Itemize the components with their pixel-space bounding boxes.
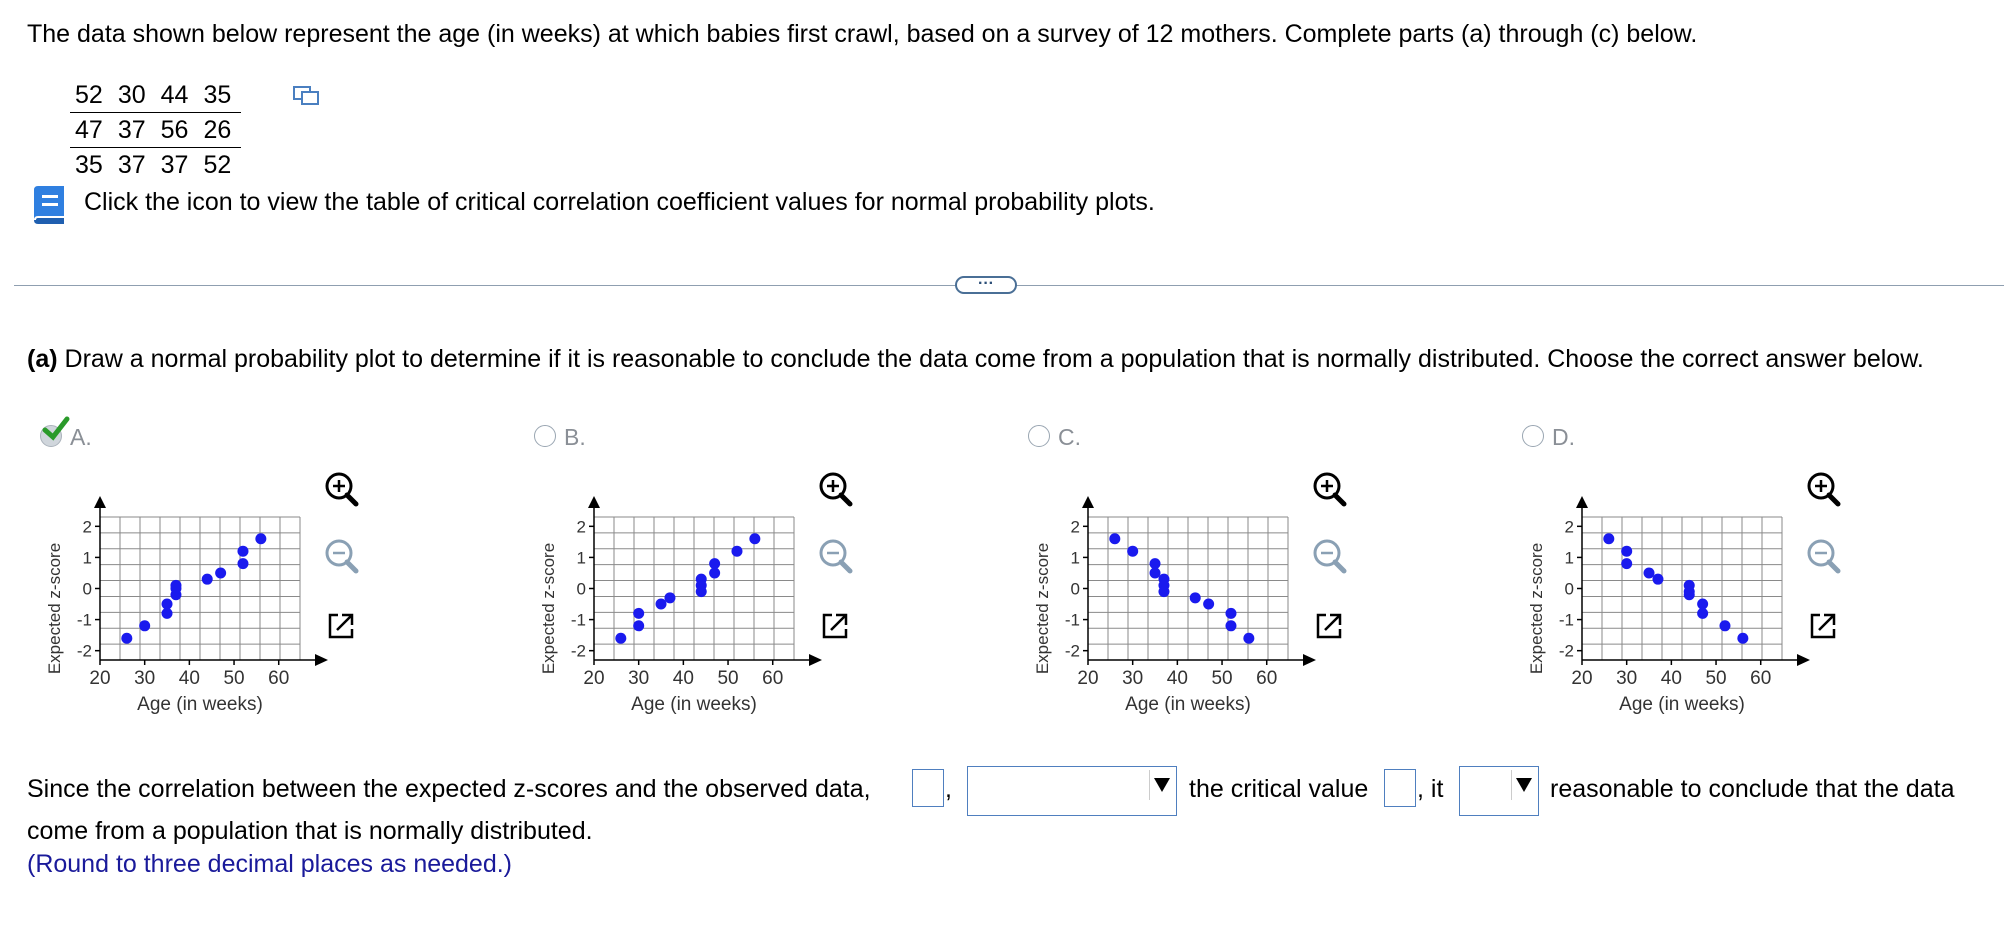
data-point — [1603, 533, 1614, 544]
x-tick-label: 60 — [762, 668, 784, 689]
y-tick-label: -1 — [1064, 610, 1080, 630]
data-point — [1719, 620, 1730, 631]
data-point — [162, 599, 173, 610]
x-tick-label: 60 — [1750, 668, 1772, 689]
x-tick-label: 60 — [268, 668, 290, 689]
data-point — [1684, 589, 1695, 600]
option-a — [30, 422, 510, 722]
option-b-radio[interactable] — [534, 425, 556, 447]
y-tick-label: 2 — [1070, 517, 1080, 537]
dropdown-arrow-icon — [1511, 770, 1536, 800]
x-tick-label: 20 — [1571, 668, 1593, 689]
data-point — [1190, 592, 1201, 603]
data-point — [1225, 608, 1236, 619]
problem-intro: The data shown below represent the age (in weeks) at which babies first crawl, based on a survey of 12 mothers. Complete parts (a) through (c) below. — [27, 20, 1698, 48]
answer-sentence: Since the correlation between the expected z-scores and the observed data, , the critical value , it reasonable to conclude that the data — [27, 775, 2014, 815]
data-point — [1644, 567, 1655, 578]
y-tick-label: 0 — [1070, 579, 1080, 599]
zoom-out-icon[interactable] — [1804, 537, 1842, 575]
critical-value-input[interactable] — [1384, 769, 1416, 807]
x-axis-arrow-icon — [809, 654, 822, 666]
conclusion-dropdown[interactable] — [1459, 766, 1539, 816]
dropdown-arrow-icon — [1149, 770, 1174, 800]
x-axis-label: Age (in weeks) — [1125, 694, 1251, 715]
data-point — [749, 533, 760, 544]
x-tick-label: 40 — [178, 668, 200, 689]
y-axis-arrow-icon — [94, 496, 106, 508]
data-point — [731, 546, 742, 557]
y-tick-label: -2 — [76, 641, 92, 661]
data-point — [202, 574, 213, 585]
x-tick-label: 40 — [672, 668, 694, 689]
table-row: 52 30 44 35 — [75, 80, 232, 109]
x-tick-label: 20 — [89, 668, 111, 689]
option-letter: A. — [70, 424, 92, 450]
x-axis-label: Age (in weeks) — [1619, 694, 1745, 715]
part-a-question: (a) Draw a normal probability plot to determine if it is reasonable to conclude the data come from a population that is normally distributed. Choose the correct answer below. — [27, 345, 1924, 373]
data-point — [1652, 574, 1663, 585]
x-tick-label: 30 — [628, 668, 650, 689]
popout-icon[interactable] — [816, 607, 854, 645]
correlation-input[interactable] — [912, 769, 944, 807]
y-tick-label: 0 — [82, 579, 92, 599]
normal-probability-plot — [1018, 482, 1318, 722]
x-axis-label: Age (in weeks) — [631, 694, 757, 715]
y-tick-label: 1 — [82, 548, 92, 568]
checkmark-icon — [42, 416, 70, 442]
data-point — [1621, 546, 1632, 557]
y-tick-label: -1 — [570, 610, 586, 630]
data-point — [1150, 567, 1161, 578]
rounding-hint: (Round to three decimal places as needed.) — [27, 850, 513, 878]
y-tick-label: -2 — [1064, 641, 1080, 661]
x-tick-label: 30 — [1122, 668, 1144, 689]
data-point — [1109, 533, 1120, 544]
data-point — [696, 574, 707, 585]
y-tick-label: 1 — [576, 548, 586, 568]
copy-icon[interactable] — [293, 84, 321, 106]
y-axis-arrow-icon — [588, 496, 600, 508]
more-button[interactable]: ··· — [955, 276, 1017, 294]
option-c — [1018, 422, 1498, 722]
x-tick-label: 40 — [1166, 668, 1188, 689]
x-tick-label: 50 — [1705, 668, 1727, 689]
y-tick-label: -1 — [1558, 610, 1574, 630]
y-tick-label: 2 — [576, 517, 586, 537]
x-tick-label: 50 — [1211, 668, 1233, 689]
data-point — [139, 620, 150, 631]
data-point — [709, 558, 720, 569]
y-tick-label: 1 — [1070, 548, 1080, 568]
x-tick-label: 20 — [1077, 668, 1099, 689]
data-point — [1737, 633, 1748, 644]
zoom-in-icon[interactable] — [322, 470, 360, 508]
table-row: 35 37 37 52 — [70, 148, 241, 183]
data-point — [1127, 546, 1138, 557]
zoom-in-icon[interactable] — [1310, 470, 1348, 508]
x-axis-label: Age (in weeks) — [137, 694, 263, 715]
x-tick-label: 60 — [1256, 668, 1278, 689]
table-row: 47 37 56 26 — [70, 113, 241, 148]
x-axis-arrow-icon — [1303, 654, 1316, 666]
data-point — [121, 633, 132, 644]
y-axis-label: Expected z-score — [539, 542, 558, 675]
data-point — [1621, 558, 1632, 569]
data-table — [70, 78, 241, 182]
y-axis-label: Expected z-score — [1033, 542, 1052, 675]
popout-icon[interactable] — [322, 607, 360, 645]
data-point — [633, 620, 644, 631]
option-b — [524, 422, 1004, 722]
option-c-radio[interactable] — [1028, 425, 1050, 447]
x-tick-label: 30 — [1616, 668, 1638, 689]
critical-values-link-text: Click the icon to view the table of critical correlation coefficient values for normal probability plots. — [84, 188, 1155, 216]
zoom-out-icon[interactable] — [1310, 537, 1348, 575]
normal-probability-plot — [1512, 482, 1812, 722]
book-icon[interactable] — [28, 184, 70, 224]
zoom-in-icon[interactable] — [816, 470, 854, 508]
data-point — [237, 558, 248, 569]
x-tick-label: 20 — [583, 668, 605, 689]
normal-probability-plot — [524, 482, 824, 722]
y-tick-label: -2 — [570, 641, 586, 661]
y-tick-label: 1 — [1564, 548, 1574, 568]
x-tick-label: 50 — [717, 668, 739, 689]
data-point — [1697, 608, 1708, 619]
y-axis-arrow-icon — [1082, 496, 1094, 508]
y-axis-label: Expected z-score — [1527, 542, 1546, 675]
y-tick-label: 2 — [1564, 517, 1574, 537]
data-point — [1158, 586, 1169, 597]
data-point — [633, 608, 644, 619]
option-letter: B. — [564, 424, 586, 450]
x-tick-label: 30 — [134, 668, 156, 689]
data-point — [170, 580, 181, 591]
data-point — [664, 592, 675, 603]
data-point — [255, 533, 266, 544]
data-point — [1203, 599, 1214, 610]
y-tick-label: 2 — [82, 517, 92, 537]
data-point — [237, 546, 248, 557]
option-letter: D. — [1552, 424, 1575, 450]
y-tick-label: 0 — [1564, 579, 1574, 599]
option-d — [1512, 422, 1992, 722]
zoom-out-icon[interactable] — [322, 537, 360, 575]
y-tick-label: 0 — [576, 579, 586, 599]
popout-icon[interactable] — [1804, 607, 1842, 645]
x-axis-arrow-icon — [1797, 654, 1810, 666]
data-point — [656, 599, 667, 610]
popout-icon[interactable] — [1310, 607, 1348, 645]
data-point — [215, 567, 226, 578]
data-point — [615, 633, 626, 644]
y-tick-label: -2 — [1558, 641, 1574, 661]
comparison-dropdown[interactable] — [967, 766, 1177, 816]
x-axis-arrow-icon — [315, 654, 328, 666]
answer-sentence-continued: come from a population that is normally distributed. — [27, 817, 593, 845]
normal-probability-plot — [30, 482, 330, 722]
option-d-radio[interactable] — [1522, 425, 1544, 447]
y-axis-label: Expected z-score — [45, 542, 64, 675]
y-tick-label: -1 — [76, 610, 92, 630]
data-point — [1225, 620, 1236, 631]
x-tick-label: 50 — [223, 668, 245, 689]
option-letter: C. — [1058, 424, 1081, 450]
y-axis-arrow-icon — [1576, 496, 1588, 508]
data-point — [1243, 633, 1254, 644]
zoom-out-icon[interactable] — [816, 537, 854, 575]
x-tick-label: 40 — [1660, 668, 1682, 689]
zoom-in-icon[interactable] — [1804, 470, 1842, 508]
